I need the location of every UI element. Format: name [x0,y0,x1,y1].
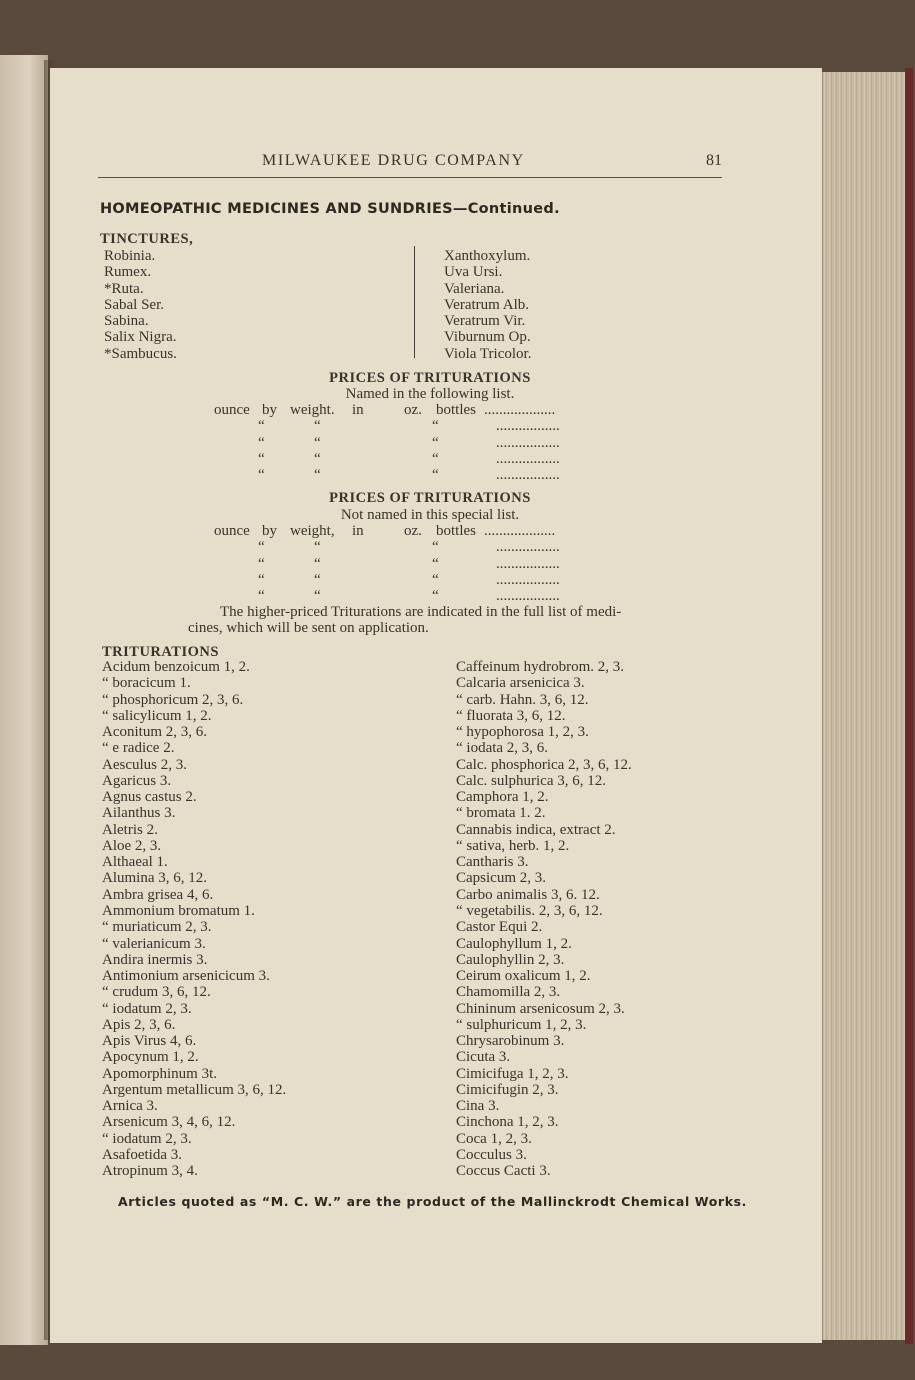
tincture-item: Uva Ursi. [444,264,503,281]
price-in: in [352,402,364,418]
price-oz: “ [432,555,439,572]
price-leader: ................. [496,434,560,451]
price-oz: “ [432,539,439,556]
prices-special-subheading: Not named in this special list. [340,507,520,523]
trituration-item: “ sativa, herb. 1, 2. [456,837,570,854]
price-unit: “ [258,555,265,572]
trituration-item: Caulophyllin 2, 3. [456,951,565,968]
trituration-item: Capsicum 2, 3. [456,870,546,887]
price-leader: ................... [484,402,556,418]
trituration-item: Caffeinum hydrobrom. 2, 3. [456,659,625,675]
trituration-item: Asafoetida 3. [102,1146,182,1163]
price-unit: “ [258,539,265,556]
price-unit: “ [258,588,265,605]
trituration-item: Chininum arsenicosum 2, 3. [456,1000,625,1017]
price-leader: ................. [496,418,560,435]
price-unit: “ [258,450,265,467]
price-weight: weight. [290,402,335,418]
trituration-item: Antimonium arsenicicum 3. [102,968,270,985]
tincture-item: Sabal Ser. [104,296,164,313]
trituration-item: Agnus castus 2. [102,789,197,806]
price-leader: ................. [496,555,560,572]
price-weight: “ [314,588,321,605]
trituration-item: Aconitum 2, 3, 6. [102,724,207,741]
price-weight: “ [314,571,321,588]
tincture-item: Valeriana. [444,280,505,297]
trituration-item: Chrysarobinum 3. [456,1033,565,1050]
tincture-item: Veratrum Vir. [444,313,526,330]
tinctures-heading: TINCTURES, [100,231,194,247]
price-unit: “ [258,467,265,484]
price-oz: “ [432,434,439,451]
trituration-item: Chamomilla 2, 3. [456,984,561,1001]
trituration-item: Aesculus 2, 3. [102,756,187,773]
trituration-item: Agaricus 3. [102,772,172,789]
trituration-item: Calc. phosphorica 2, 3, 6, 12. [456,756,632,773]
trituration-item: Cimicifuga 1, 2, 3. [456,1065,569,1082]
price-weight: “ [314,450,321,467]
price-oz: oz. [404,523,422,539]
trituration-item: Cimicifugin 2, 3. [456,1081,559,1098]
tincture-item: Rumex. [104,264,152,281]
trituration-item: Camphora 1, 2. [456,789,549,806]
price-oz: “ [432,450,439,467]
prices-special-heading: PRICES OF TRITURATIONS [329,490,531,506]
tincture-item: Viburnum Op. [444,329,531,346]
trituration-item: Cina 3. [456,1098,500,1115]
price-unit: ounce [214,523,250,539]
tincture-item: Robinia. [104,248,156,264]
prices-listed-heading: PRICES OF TRITURATIONS [329,370,531,386]
price-weight: “ [314,434,321,451]
price-bottles: bottles [436,523,476,539]
trituration-item: Apis Virus 4, 6. [102,1033,197,1050]
price-leader: ................. [496,467,560,484]
price-unit: “ [258,571,265,588]
trituration-item: “ crudum 3, 6, 12. [102,984,211,1001]
trituration-item: Ailanthus 3. [102,805,176,822]
trituration-item: “ fluorata 3, 6, 12. [456,707,566,724]
price-unit: ounce [214,402,250,418]
trituration-item: Cicuta 3. [456,1049,511,1066]
trituration-item: Coccus Cacti 3. [456,1163,551,1180]
price-leader: ................. [496,539,560,556]
trituration-item: Argentum metallicum 3, 6, 12. [102,1081,287,1098]
price-unit: “ [258,418,265,435]
trituration-item: Andira inermis 3. [102,951,208,968]
trituration-item: Apocynum 1, 2. [102,1049,199,1066]
trituration-item: “ iodatum 2, 3. [102,1130,192,1147]
price-in: in [352,523,364,539]
trituration-item: Coca 1, 2, 3. [456,1130,532,1147]
tincture-item: Xanthoxylum. [444,248,531,264]
trituration-item: “ valerianicum 3. [102,935,206,952]
triturations-left-column [102,659,286,1180]
trituration-item: Calcaria arsenicica 3. [456,675,585,692]
trituration-item: Apomorphinum 3t. [102,1065,217,1082]
trituration-item: “ carb. Hahn. 3, 6, 12. [456,691,589,708]
triturations-heading: TRITURATIONS [102,644,219,660]
section-title: HOMEOPATHIC MEDICINES AND SUNDRIES—Continued. [100,201,560,217]
trituration-item: Alumina 3, 6, 12. [102,870,207,887]
trituration-item: Atropinum 3, 4. [102,1163,198,1180]
trituration-item: “ salicylicum 1, 2. [102,707,212,724]
trituration-item: “ iodatum 2, 3. [102,1000,192,1017]
trituration-item: Arnica 3. [102,1098,158,1115]
tinctures-left-column [104,248,177,362]
tincture-item: Sabina. [104,313,149,330]
trituration-item: Althaeal 1. [102,854,168,871]
trituration-item: Aloe 2, 3. [102,837,162,854]
column-divider [414,246,415,358]
price-by: by [262,523,277,539]
price-leader: ................. [496,588,560,605]
price-oz: “ [432,467,439,484]
trituration-item: “ vegetabilis. 2, 3, 6, 12. [456,902,603,919]
trituration-item: Calc. sulphurica 3, 6, 12. [456,772,606,789]
trituration-item: Acidum benzoicum 1, 2. [102,659,250,675]
footer-note: Articles quoted as “M. C. W.” are the product of the Mallinckrodt Chemical Works. [118,1194,748,1209]
tincture-item: Veratrum Alb. [444,296,529,313]
tincture-item: Salix Nigra. [104,329,177,346]
trituration-item: Cinchona 1, 2, 3. [456,1114,559,1131]
triturations-right-column [456,659,632,1180]
price-weight: weight, [290,523,335,539]
note-line-2: cines, which will be sent on application. [188,620,429,636]
price-oz: oz. [404,402,422,418]
price-bottles: bottles [436,402,476,418]
trituration-item: Cocculus 3. [456,1146,527,1163]
price-oz: “ [432,571,439,588]
prices-listed-subheading: Named in the following list. [345,386,515,402]
trituration-item: Ceirum oxalicum 1, 2. [456,968,591,985]
trituration-item: “ hypophorosa 1, 2, 3. [456,724,589,741]
trituration-item: Ammonium bromatum 1. [102,902,255,919]
price-weight: “ [314,539,321,556]
trituration-item: Carbo animalis 3, 6. 12. [456,886,600,903]
trituration-item: “ boracicum 1. [102,675,191,692]
trituration-item: “ phosphoricum 2, 3, 6. [102,691,244,708]
trituration-item: Apis 2, 3, 6. [102,1016,176,1033]
trituration-item: “ sulphuricum 1, 2, 3. [456,1016,587,1033]
trituration-item: “ iodata 2, 3, 6. [456,740,549,757]
price-weight: “ [314,555,321,572]
facing-page [0,55,48,1345]
tinctures-right-column [444,248,531,362]
tincture-item: *Sambucus. [104,345,177,362]
price-weight: “ [314,418,321,435]
header-rule [98,177,722,178]
price-oz: “ [432,588,439,605]
trituration-item: “ e radice 2. [102,740,175,757]
tincture-item: *Ruta. [104,280,144,297]
trituration-item: Cannabis indica, extract 2. [456,821,616,838]
price-unit: “ [258,434,265,451]
page-edges [822,72,905,1340]
price-leader: ................. [496,450,560,467]
running-head-title: MILWAUKEE DRUG COMPANY [262,152,525,169]
trituration-item: Caulophyllum 1, 2. [456,935,572,952]
page-number: 81 [706,152,722,169]
trituration-item: Ambra grisea 4, 6. [102,886,214,903]
tincture-item: Viola Tricolor. [444,345,532,362]
trituration-item: “ muriaticum 2, 3. [102,919,212,936]
trituration-item: “ bromata 1. 2. [456,805,546,822]
price-oz: “ [432,418,439,435]
trituration-item: Cantharis 3. [456,854,529,871]
price-by: by [262,402,277,418]
trituration-item: Castor Equi 2. [456,919,543,936]
trituration-item: Arsenicum 3, 4, 6, 12. [102,1114,236,1131]
price-leader: ................. [496,571,560,588]
price-weight: “ [314,467,321,484]
price-leader: ................... [484,523,556,539]
trituration-item: Aletris 2. [102,821,158,838]
note-line-1: The higher-priced Triturations are indicated in the full list of medi- [220,604,622,620]
